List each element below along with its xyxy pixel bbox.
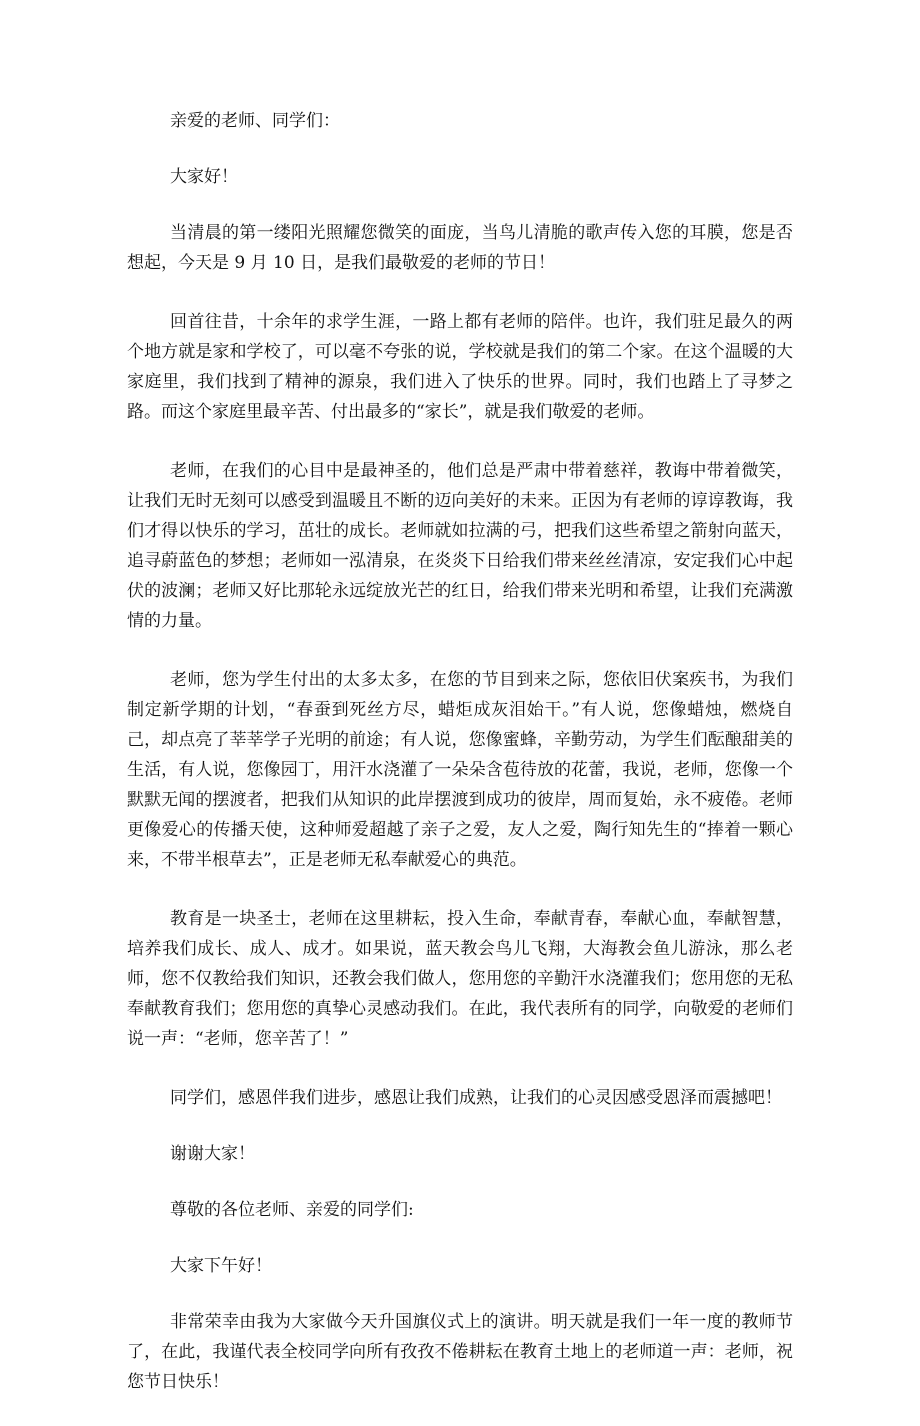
body-paragraph: 当清晨的第一缕阳光照耀您微笑的面庞，当鸟儿清脆的歌声传入您的耳膜，您是否想起，今天是 9 月 10 日，是我们最敬爱的老师的节日！ xyxy=(127,223,793,273)
body-paragraph: 老师，您为学生付出的太多太多，在您的节目到来之际，您依旧伏案疾书，为我们制定新学期的计划，“春蚕到死丝方尽，蜡炬成灰泪始干。”有人说，您像蜡烛，燃烧自己，却点亮了莘莘学子光明的前途；有人说，您像蜜蜂，辛勤劳动，为学生们酝酿甜美的生活，有人说，您像园丁，用汗水浇灌了一朵朵含苞待放的花蕾，我说，老师，您像一个默默无闻的摆渡者，把我们从知识的此岸摆渡到成功的彼岸，周而复始，永不疲倦。老师更像爱心的传播天使，这种师爱超越了亲子之爱，友人之爱，陶行知先生的“捧着一颗心来，不带半根草去”，正是老师无私奉献爱心的典范。 xyxy=(127,670,793,870)
body-paragraph: 教育是一块圣士，老师在这里耕耘，投入生命，奉献青春，奉献心血，奉献智慧，培养我们成长、成人、成才。如果说，蓝天教会鸟儿飞翔，大海教会鱼儿游泳，那么老师，您不仅教给我们知识，还教会我们做人，您用您的辛勤汗水浇灌我们；您用您的无私奉献教育我们；您用您的真挚心灵感动我们。在此，我代表所有的同学，向敬爱的老师们说一声：“老师，您辛苦了！” xyxy=(127,909,793,1049)
body-paragraph: 回首往昔，十余年的求学生涯，一路上都有老师的陪伴。也许，我们驻足最久的两个地方就是家和学校了，可以毫不夸张的说，学校就是我们的第二个家。在这个温暖的大家庭里，我们找到了精神的源泉，我们进入了快乐的世界。同时，我们也踏上了寻梦之路。而这个家庭里最辛苦、付出最多的“家长”，就是我们敬爱的老师。 xyxy=(127,312,793,422)
document-body xyxy=(127,106,793,1426)
body-paragraph: 同学们，感恩伴我们进步，感恩让我们成熟，让我们的心灵因感受恩泽而震撼吧！ xyxy=(170,1088,782,1108)
salutation: 亲爱的老师、同学们： xyxy=(170,111,340,131)
greeting: 大家好！ xyxy=(170,167,238,187)
second-salutation: 尊敬的各位老师、亲爱的同学们: xyxy=(170,1200,414,1220)
body-paragraph: 非常荣幸由我为大家做今天升国旗仪式上的演讲。明天就是我们一年一度的教师节了，在此，我谨代表全校同学向所有孜孜不倦耕耘在教育土地上的老师道一声：老师，祝您节日快乐！ xyxy=(127,1312,793,1392)
body-paragraph: 老师，在我们的心目中是最神圣的，他们总是严肃中带着慈祥，教诲中带着微笑，让我们无时无刻可以感受到温暖且不断的迈向美好的未来。正因为有老师的谆谆教诲，我们才得以快乐的学习，茁壮的成长。老师就如拉满的弓，把我们这些希望之箭射向蓝天，追寻蔚蓝色的梦想；老师如一泓清泉，在炎炎下日给我们带来丝丝清凉，安定我们心中起伏的波澜；老师又好比那轮永远绽放光芒的红日，给我们带来光明和希望，让我们充满激情的力量。 xyxy=(127,461,793,631)
closing-thanks: 谢谢大家！ xyxy=(170,1144,255,1164)
second-greeting: 大家下午好！ xyxy=(170,1256,272,1276)
